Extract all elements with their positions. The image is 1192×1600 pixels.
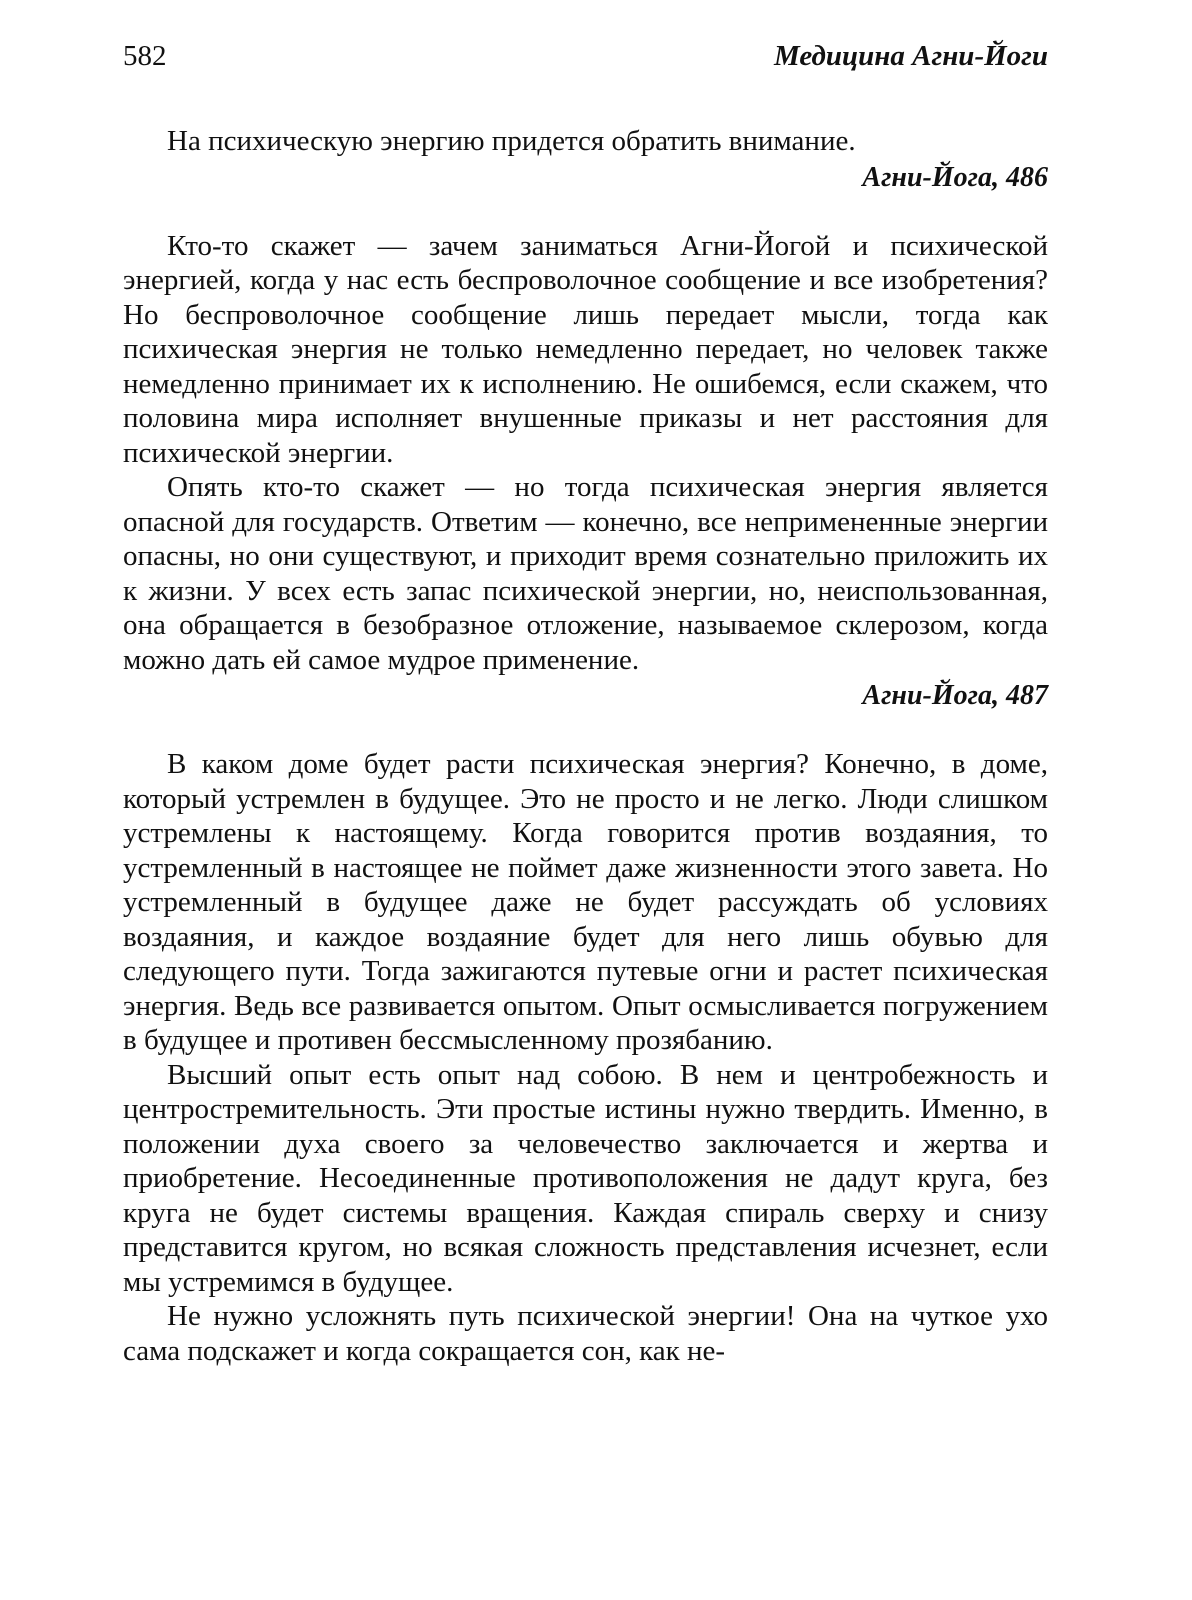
paragraph: Кто-то скажет — зачем заниматься Агни-Йогой и психической энергией, когда у нас есть беспроволочное сообщение и все изобретения? Но беспроволочное сообщение лишь передает мысли, тогда как психическая энергия не только немедленно передает, но человек также немедленно принимает их к исполнению. Не ошибемся, если скажем, что половина мира исполняет внушенные приказы и нет расстояния для психической энергии. bbox=[123, 229, 1048, 469]
section-continued bbox=[123, 747, 1048, 1368]
source-citation: Агни-Йога, 487 bbox=[862, 680, 1048, 711]
source-citation: Агни-Йога, 486 bbox=[862, 161, 1048, 193]
paragraph: На психическую энергию придется обратить внимание. bbox=[167, 125, 856, 157]
book-page bbox=[123, 40, 1048, 1368]
page-number: 582 bbox=[123, 40, 167, 72]
running-title: Медицина Агни-Йоги bbox=[774, 40, 1048, 72]
paragraph: В каком доме будет расти психическая энергия? Конечно, в доме, который устремлен в будущее. Это не просто и не легко. Люди слишком устремлены к настоящему. Когда говорится против воздаяния, то устремленный в настоящее не поймет даже жизненности этого завета. Но устремленный в будущее даже не будет рассуждать об условиях воздаяния, и каждое воздаяние будет для него лишь обувью для следующего пути. Тогда зажигаются путевые огни и растет психическая энергия. Ведь все развивается опытом. Опыт осмысливается погружением в будущее и противен бессмысленному прозябанию. bbox=[123, 748, 1048, 1056]
page-header bbox=[123, 40, 1048, 86]
section-quote-487 bbox=[123, 229, 1048, 714]
paragraph: Опять кто-то скажет — но тогда психическая энергия является опасной для государств. Ответим — конечно, все непримененные энергии опасны, но они существуют, и приходит время сознательно приложить их к жизни. У всех есть запас психической энергии, но, неиспользованная, она обращается в безобразное отложение, называемое склерозом, когда можно дать ей самое мудрое применение. bbox=[123, 471, 1048, 676]
section-quote-486 bbox=[123, 124, 1048, 195]
paragraph: Не нужно усложнять путь психической энергии! Она на чуткое ухо сама подскажет и когда сокращается сон, как не- bbox=[123, 1300, 1048, 1367]
paragraph: Высший опыт есть опыт над собою. В нем и центробежность и центростремительность. Эти простые истины нужно твердить. Именно, в положении духа своего за человечество заключается и жертва и приобретение. Несоединенные противоположения не дадут круга, без круга не будет системы вращения. Каждая спираль сверху и снизу представится кругом, но всякая сложность представления исчезнет, если мы устремимся в будущее. bbox=[123, 1058, 1048, 1298]
